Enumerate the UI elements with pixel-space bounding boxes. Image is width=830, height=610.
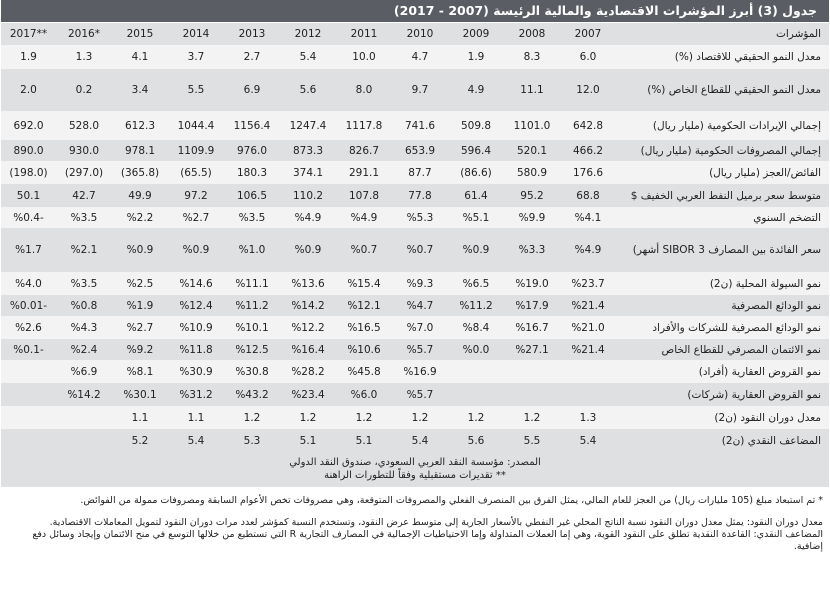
table-cell: %12.2 xyxy=(280,316,336,339)
table-cell: 1.1 xyxy=(112,406,168,429)
definition-velocity: معدل دوران النقود: يمثل معدل دوران النقود نسبة الناتج المحلي غير النفطي بالأسعار الجارية إلى متوسط عرض النقود، وتستخدم النسبة كمؤشر لعدد مرات دوران النقود لتمويل المعاملات الاقتصادية. xyxy=(49,517,823,528)
table-row xyxy=(1,272,829,295)
table-cell: %4.0 xyxy=(1,272,56,295)
table-cell: %3.5 xyxy=(56,272,112,295)
table-cell: %15.4 xyxy=(336,272,392,295)
table-cell: %12.1 xyxy=(336,295,392,316)
table-cell: %1.0 xyxy=(224,228,280,272)
table-cell: %0.01- xyxy=(1,295,56,316)
indicator-label: المضاعف النقدي (ن2) xyxy=(616,429,829,452)
table-cell: (198.0) xyxy=(1,161,56,184)
table-cell: 4.9 xyxy=(448,69,504,111)
table-cell: %2.7 xyxy=(168,207,224,228)
table-cell: %14.6 xyxy=(168,272,224,295)
table-cell: 1156.4 xyxy=(224,111,280,140)
table-cell: (86.6) xyxy=(448,161,504,184)
table-cell: 653.9 xyxy=(392,140,448,161)
table-cell: 4.7 xyxy=(392,45,448,69)
table-cell: %1.9 xyxy=(112,295,168,316)
year-header: 2016* xyxy=(56,23,112,45)
table-cell: 8.3 xyxy=(504,45,560,69)
table-cell: 520.1 xyxy=(504,140,560,161)
table-cell: 374.1 xyxy=(280,161,336,184)
table-cell: %5.7 xyxy=(392,383,448,406)
table-cell: %0.4- xyxy=(1,207,56,228)
indicators-header: المؤشرات xyxy=(616,23,829,45)
table-cell: 692.0 xyxy=(1,111,56,140)
table-cell: %2.4 xyxy=(56,339,112,360)
table-cell: 12.0 xyxy=(560,69,616,111)
table-cell: 180.3 xyxy=(224,161,280,184)
table-cell: 1.2 xyxy=(392,406,448,429)
table-cell: %2.1 xyxy=(56,228,112,272)
year-header: 2015 xyxy=(112,23,168,45)
table-cell: 6.9 xyxy=(224,69,280,111)
table-cell: 1101.0 xyxy=(504,111,560,140)
table-cell: 890.0 xyxy=(1,140,56,161)
table-cell: %11.2 xyxy=(224,295,280,316)
table-cell xyxy=(504,383,560,406)
table-cell: %0.0 xyxy=(448,339,504,360)
table-cell: 1.2 xyxy=(504,406,560,429)
table-cell: %3.5 xyxy=(56,207,112,228)
table-cell: 1.9 xyxy=(1,45,56,69)
table-cell: 49.9 xyxy=(112,184,168,207)
table-cell: %14.2 xyxy=(56,383,112,406)
table-cell xyxy=(560,383,616,406)
table-cell: %28.2 xyxy=(280,360,336,383)
table-cell: (297.0) xyxy=(56,161,112,184)
table-cell: %5.7 xyxy=(392,339,448,360)
table-cell: %0.9 xyxy=(112,228,168,272)
table-cell: %0.7 xyxy=(336,228,392,272)
table-row xyxy=(1,111,829,140)
table-cell: %8.4 xyxy=(448,316,504,339)
year-header: 2011 xyxy=(336,23,392,45)
table-cell: %4.9 xyxy=(336,207,392,228)
table-cell: 9.7 xyxy=(392,69,448,111)
table-cell: %21.0 xyxy=(560,316,616,339)
indicator-label: نمو الودائع المصرفية xyxy=(616,295,829,316)
table-cell: %0.1- xyxy=(1,339,56,360)
table-row xyxy=(1,140,829,161)
table-cell: %30.9 xyxy=(168,360,224,383)
table-cell: 5.4 xyxy=(560,429,616,452)
table-cell: %19.0 xyxy=(504,272,560,295)
table-cell: 61.4 xyxy=(448,184,504,207)
table-cell xyxy=(560,360,616,383)
indicators-table xyxy=(1,23,829,452)
table-cell: %23.4 xyxy=(280,383,336,406)
source-note xyxy=(1,452,829,487)
table-cell: 1.3 xyxy=(56,45,112,69)
table-row xyxy=(1,406,829,429)
table-cell: 1.2 xyxy=(336,406,392,429)
table-cell: %31.2 xyxy=(168,383,224,406)
table-cell: %16.5 xyxy=(336,316,392,339)
indicator-label: متوسط سعر برميل النفط العربي الخفيف $ xyxy=(616,184,829,207)
table-cell: (65.5) xyxy=(168,161,224,184)
table-cell: 5.3 xyxy=(224,429,280,452)
table-cell: %4.7 xyxy=(392,295,448,316)
table-cell: %10.6 xyxy=(336,339,392,360)
table-row xyxy=(1,383,829,406)
source-line: المصدر: مؤسسة النقد العربي السعودي، صندوق النقد الدولي xyxy=(289,457,541,468)
table-cell: 3.4 xyxy=(112,69,168,111)
table-cell: (365.8) xyxy=(112,161,168,184)
table-cell: 8.0 xyxy=(336,69,392,111)
table-cell: %27.1 xyxy=(504,339,560,360)
table-cell: %11.8 xyxy=(168,339,224,360)
table-cell: 0.2 xyxy=(56,69,112,111)
table-cell: 1109.9 xyxy=(168,140,224,161)
table-cell: 11.1 xyxy=(504,69,560,111)
table-cell: 5.2 xyxy=(112,429,168,452)
table-cell: %10.1 xyxy=(224,316,280,339)
table-cell: %3.5 xyxy=(224,207,280,228)
table-cell: %4.3 xyxy=(56,316,112,339)
table-cell: %45.8 xyxy=(336,360,392,383)
table-cell: %23.7 xyxy=(560,272,616,295)
table-cell: 873.3 xyxy=(280,140,336,161)
table-cell: 6.0 xyxy=(560,45,616,69)
table-cell: 5.4 xyxy=(280,45,336,69)
year-header: 2014 xyxy=(168,23,224,45)
table-cell: 580.9 xyxy=(504,161,560,184)
table-cell: %17.9 xyxy=(504,295,560,316)
table-cell: 87.7 xyxy=(392,161,448,184)
table-cell: 1.1 xyxy=(168,406,224,429)
indicator-label: التضخم السنوي xyxy=(616,207,829,228)
table-cell: 1117.8 xyxy=(336,111,392,140)
table-cell: %30.8 xyxy=(224,360,280,383)
table-cell: %7.0 xyxy=(392,316,448,339)
table-row xyxy=(1,184,829,207)
table-cell: 5.4 xyxy=(168,429,224,452)
table-cell: 107.8 xyxy=(336,184,392,207)
table-cell: %0.8 xyxy=(56,295,112,316)
table-cell xyxy=(56,429,112,452)
year-header: 2007 xyxy=(560,23,616,45)
table-cell: %11.2 xyxy=(448,295,504,316)
table-cell: 1.9 xyxy=(448,45,504,69)
table-cell: 291.1 xyxy=(336,161,392,184)
table-row xyxy=(1,316,829,339)
table-cell xyxy=(504,360,560,383)
table-cell: 1.2 xyxy=(280,406,336,429)
indicator-label: الفائض/العجز (مليار ريال) xyxy=(616,161,829,184)
table-cell: %21.4 xyxy=(560,339,616,360)
table-cell: %4.1 xyxy=(560,207,616,228)
table-cell: 106.5 xyxy=(224,184,280,207)
table-cell: 5.4 xyxy=(392,429,448,452)
indicator-label: نمو السيولة المحلية (ن2) xyxy=(616,272,829,295)
indicator-label: إجمالي المصروفات الحكومية (مليار ريال) xyxy=(616,140,829,161)
table-cell: %6.9 xyxy=(56,360,112,383)
table-cell: %5.3 xyxy=(392,207,448,228)
table-cell: 97.2 xyxy=(168,184,224,207)
table-cell xyxy=(1,383,56,406)
year-header: 2009 xyxy=(448,23,504,45)
estimates-note: ** تقديرات مستقبلية وفقاً للتطورات الراهنة xyxy=(324,470,506,481)
table-cell: 5.1 xyxy=(336,429,392,452)
table-cell: %16.9 xyxy=(392,360,448,383)
table-cell: 5.5 xyxy=(168,69,224,111)
table-cell: %12.5 xyxy=(224,339,280,360)
table-cell: %2.6 xyxy=(1,316,56,339)
table-cell: 741.6 xyxy=(392,111,448,140)
table-cell: 2.0 xyxy=(1,69,56,111)
table-cell: %13.6 xyxy=(280,272,336,295)
table-cell: %2.7 xyxy=(112,316,168,339)
indicator-label: نمو الودائع المصرفية للشركات والأفراد xyxy=(616,316,829,339)
table-row xyxy=(1,339,829,360)
indicator-label: معدل دوران النقود (ن2) xyxy=(616,406,829,429)
table-cell: %5.1 xyxy=(448,207,504,228)
table-cell: %30.1 xyxy=(112,383,168,406)
table-cell: 596.4 xyxy=(448,140,504,161)
table-cell: %9.9 xyxy=(504,207,560,228)
table-row xyxy=(1,429,829,452)
table-row xyxy=(1,295,829,316)
table-cell: 976.0 xyxy=(224,140,280,161)
table-cell: 1.3 xyxy=(560,406,616,429)
table-cell: %6.0 xyxy=(336,383,392,406)
table-cell: %0.7 xyxy=(392,228,448,272)
table-title: جدول (3) أبرز المؤشرات الاقتصادية والمالية الرئيسة (2007 - 2017) xyxy=(1,0,829,23)
table-cell: 68.8 xyxy=(560,184,616,207)
table-cell xyxy=(1,429,56,452)
table-cell: 5.5 xyxy=(504,429,560,452)
table-cell: %21.4 xyxy=(560,295,616,316)
indicator-label: نمو القروض العقارية (أفراد) xyxy=(616,360,829,383)
table-cell: %14.2 xyxy=(280,295,336,316)
table-cell: %9.2 xyxy=(112,339,168,360)
table-row xyxy=(1,360,829,383)
table-cell: 930.0 xyxy=(56,140,112,161)
indicator-label: معدل النمو الحقيقي للقطاع الخاص (%) xyxy=(616,69,829,111)
definitions xyxy=(1,507,829,553)
table-cell: 1.2 xyxy=(448,406,504,429)
table-cell: %1.7 xyxy=(1,228,56,272)
table-body xyxy=(1,45,829,452)
table-cell: %16.4 xyxy=(280,339,336,360)
table-cell: %3.3 xyxy=(504,228,560,272)
table-cell: 3.7 xyxy=(168,45,224,69)
table-row xyxy=(1,207,829,228)
table-cell: 176.6 xyxy=(560,161,616,184)
table-cell: %8.1 xyxy=(112,360,168,383)
table-cell: 50.1 xyxy=(1,184,56,207)
table-cell: 42.7 xyxy=(56,184,112,207)
table-cell: %6.5 xyxy=(448,272,504,295)
table-cell: 642.8 xyxy=(560,111,616,140)
table-cell: 77.8 xyxy=(392,184,448,207)
table-cell: %12.4 xyxy=(168,295,224,316)
indicator-label: إجمالي الإيرادات الحكومية (مليار ريال) xyxy=(616,111,829,140)
table-cell xyxy=(1,406,56,429)
table-cell: %0.9 xyxy=(168,228,224,272)
table-cell: 2.7 xyxy=(224,45,280,69)
table-cell: %16.7 xyxy=(504,316,560,339)
table-cell: %0.9 xyxy=(280,228,336,272)
table-header-row xyxy=(1,23,829,45)
table-cell: %43.2 xyxy=(224,383,280,406)
indicator-label: نمو القروض العقارية (شركات) xyxy=(616,383,829,406)
table-cell: 5.6 xyxy=(280,69,336,111)
definition-multiplier: المضاعف النقدي: القاعدة النقدية تطلق على النقود القوية، وهي إما العملات المتداولة وإما الاحتياطيات الإجمالية في المصارف التجارية R التي تستطيع من خلالها التوسع في منح الائتمان وإيجاد وسائل دفع إضافية. xyxy=(32,529,823,552)
table-cell: %0.9 xyxy=(448,228,504,272)
footnote: * تم استبعاد مبلغ (105 مليارات ريال) من العجز للعام المالي، يمثل الفرق بين المنصرف الفعلي والمصروفات المتوقعة، وهي مصروفات تخص الأعوام السابقة ومصروفات ممولة من الفوائض. xyxy=(1,487,829,507)
table-cell: 826.7 xyxy=(336,140,392,161)
table-row xyxy=(1,161,829,184)
table-cell xyxy=(448,360,504,383)
table-cell: 1.2 xyxy=(224,406,280,429)
table-row xyxy=(1,69,829,111)
table-cell: 10.0 xyxy=(336,45,392,69)
table-cell xyxy=(448,383,504,406)
table-cell: %4.9 xyxy=(560,228,616,272)
table-cell: 466.2 xyxy=(560,140,616,161)
table-cell: %10.9 xyxy=(168,316,224,339)
table-cell xyxy=(56,406,112,429)
indicator-label: سعر الفائدة بين المصارف 3 SIBOR أشهر) xyxy=(616,228,829,272)
table-row xyxy=(1,45,829,69)
table-cell: %2.2 xyxy=(112,207,168,228)
table-cell: 5.1 xyxy=(280,429,336,452)
table-row xyxy=(1,228,829,272)
year-header: 2008 xyxy=(504,23,560,45)
table-cell: 528.0 xyxy=(56,111,112,140)
table-cell: %9.3 xyxy=(392,272,448,295)
table-cell: 612.3 xyxy=(112,111,168,140)
table-cell: 95.2 xyxy=(504,184,560,207)
table-cell: 1247.4 xyxy=(280,111,336,140)
table-cell: 978.1 xyxy=(112,140,168,161)
table-cell: 5.6 xyxy=(448,429,504,452)
year-header: 2013 xyxy=(224,23,280,45)
table-cell: 110.2 xyxy=(280,184,336,207)
table-cell: %11.1 xyxy=(224,272,280,295)
indicator-label: معدل النمو الحقيقي للاقتصاد (%) xyxy=(616,45,829,69)
table-cell: 1044.4 xyxy=(168,111,224,140)
table-cell: %2.5 xyxy=(112,272,168,295)
year-header: 2012 xyxy=(280,23,336,45)
indicator-label: نمو الائتمان المصرفي للقطاع الخاص xyxy=(616,339,829,360)
table-cell: 509.8 xyxy=(448,111,504,140)
table-cell: %4.9 xyxy=(280,207,336,228)
year-header: 2010 xyxy=(392,23,448,45)
table-cell: 4.1 xyxy=(112,45,168,69)
table-cell xyxy=(1,360,56,383)
year-header: 2017** xyxy=(1,23,56,45)
